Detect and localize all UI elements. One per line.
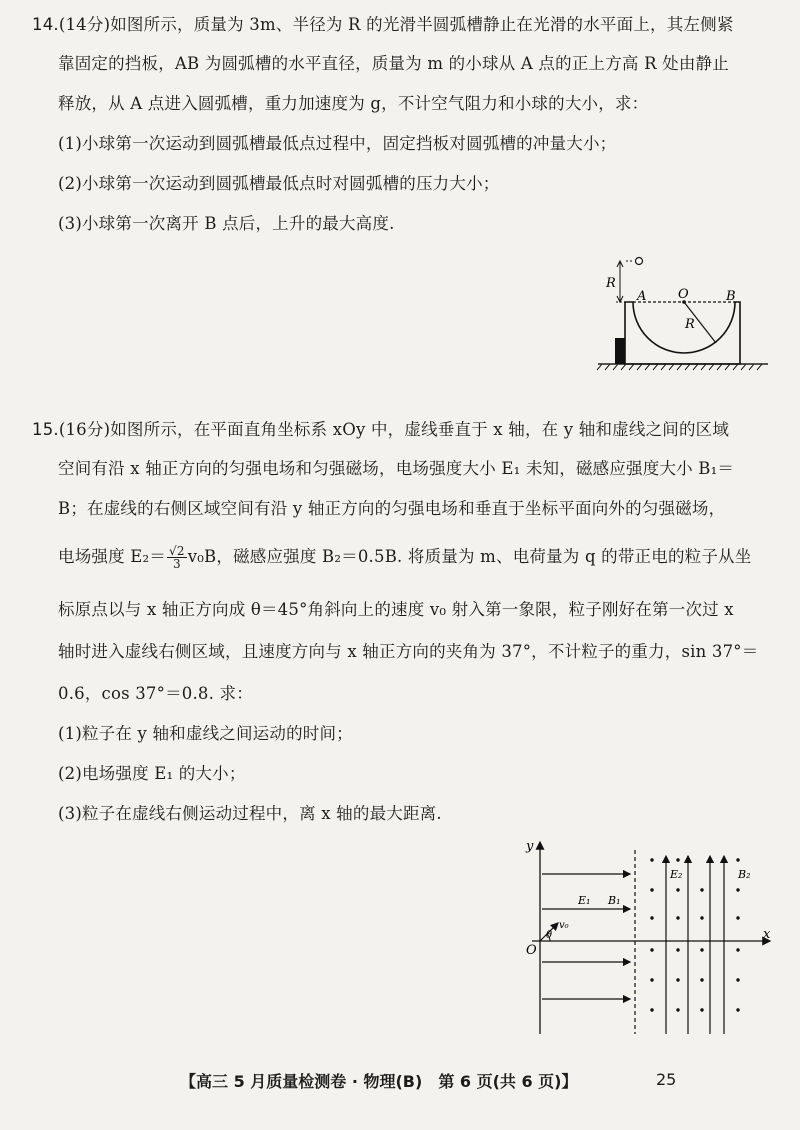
- q15-number: 15.: [32, 420, 59, 439]
- fraction-numerator: √2: [169, 544, 185, 558]
- label-B: B: [726, 289, 736, 304]
- q14-part3: (3)小球第一次离开 B 点后，上升的最大高度.: [58, 214, 395, 233]
- label-R-height: R: [606, 276, 616, 291]
- fraction-denominator: 3: [172, 557, 181, 571]
- q15-line5: 标原点以与 x 轴正方向成 θ＝45°角斜向上的速度 v₀ 射入第一象限，粒子刚好在第一次过 x: [58, 600, 734, 619]
- q14-part1: (1)小球第一次运动到圆弧槽最低点过程中，固定挡板对圆弧槽的冲量大小；: [58, 134, 617, 153]
- q15-line4-post: v₀B，磁感应强度 B₂＝0.5B. 将质量为 m、电荷量为 q 的带正电的粒子从坐: [187, 547, 752, 566]
- e2-fraction: [167, 545, 187, 570]
- label-B1: B₁: [608, 894, 621, 907]
- q14-figure: [588, 248, 773, 376]
- q15-line1: [32, 419, 729, 441]
- q15-part3: (3)粒子在虚线右侧运动过程中，离 x 轴的最大距离.: [58, 804, 442, 823]
- label-R-radius: R: [685, 317, 695, 332]
- q15-line4-pre: 电场强度 E₂＝: [58, 547, 167, 566]
- label-E2: E₂: [670, 868, 683, 881]
- q15-figure: [520, 838, 775, 1038]
- q14-line3: 释放，从 A 点进入圆弧槽，重力加速度为 g，不计空气阻力和小球的大小，求：: [58, 94, 649, 113]
- baffle: [615, 338, 625, 364]
- label-v0: v₀: [559, 920, 569, 931]
- axis-y-label: y: [526, 839, 534, 854]
- q15-text-1: 如图所示，在平面直角坐标系 xOy 中，虚线垂直于 x 轴，在 y 轴和虚线之间的区域: [110, 420, 730, 439]
- q14-line1: [32, 14, 734, 36]
- page-footer: 【高三 5 月质量检测卷 · 物理(B) 第 6 页(共 6 页)】: [180, 1072, 578, 1091]
- q15-line7: 0.6，cos 37°＝0.8. 求：: [58, 684, 253, 703]
- label-B2: B₂: [738, 868, 751, 881]
- q15-line4: [58, 545, 751, 570]
- q14-line2: 靠固定的挡板，AB 为圆弧槽的水平直径，质量为 m 的小球从 A 点的正上方高 R 处由静止: [58, 54, 729, 73]
- q15-line3: B；在虚线的右侧区域空间有沿 y 轴正方向的匀强电场和垂直于坐标平面向外的匀强磁场，: [58, 499, 726, 518]
- q15-score: (16分): [58, 420, 111, 439]
- q15-part2: (2)电场强度 E₁ 的大小；: [58, 764, 246, 783]
- ball: [636, 258, 643, 265]
- q14-part2: (2)小球第一次运动到圆弧槽最低点时对圆弧槽的压力大小；: [58, 174, 500, 193]
- page-code: 25: [656, 1070, 677, 1089]
- axis-x-label: x: [763, 927, 771, 942]
- label-O: O: [678, 287, 689, 302]
- q14-score: (14分): [58, 15, 111, 34]
- label-theta: θ: [546, 930, 553, 941]
- q15-line6: 轴时进入虚线右侧区域，且速度方向与 x 轴正方向的夹角为 37°，不计粒子的重力，sin 37°＝: [58, 642, 759, 661]
- label-A: A: [637, 289, 647, 304]
- q15-part1: (1)粒子在 y 轴和虚线之间运动的时间；: [58, 724, 353, 743]
- q14-number: 14.: [32, 15, 59, 34]
- q14-text-1: 如图所示，质量为 3m、半径为 R 的光滑半圆弧槽静止在光滑的水平面上，其左侧紧: [110, 15, 734, 34]
- origin-label: O: [526, 943, 537, 958]
- q15-line2: 空间有沿 x 轴正方向的匀强电场和匀强磁场，电场强度大小 E₁ 未知，磁感应强度大小 B₁＝: [58, 459, 735, 478]
- label-E1: E₁: [578, 894, 591, 907]
- groove-block: [625, 302, 740, 364]
